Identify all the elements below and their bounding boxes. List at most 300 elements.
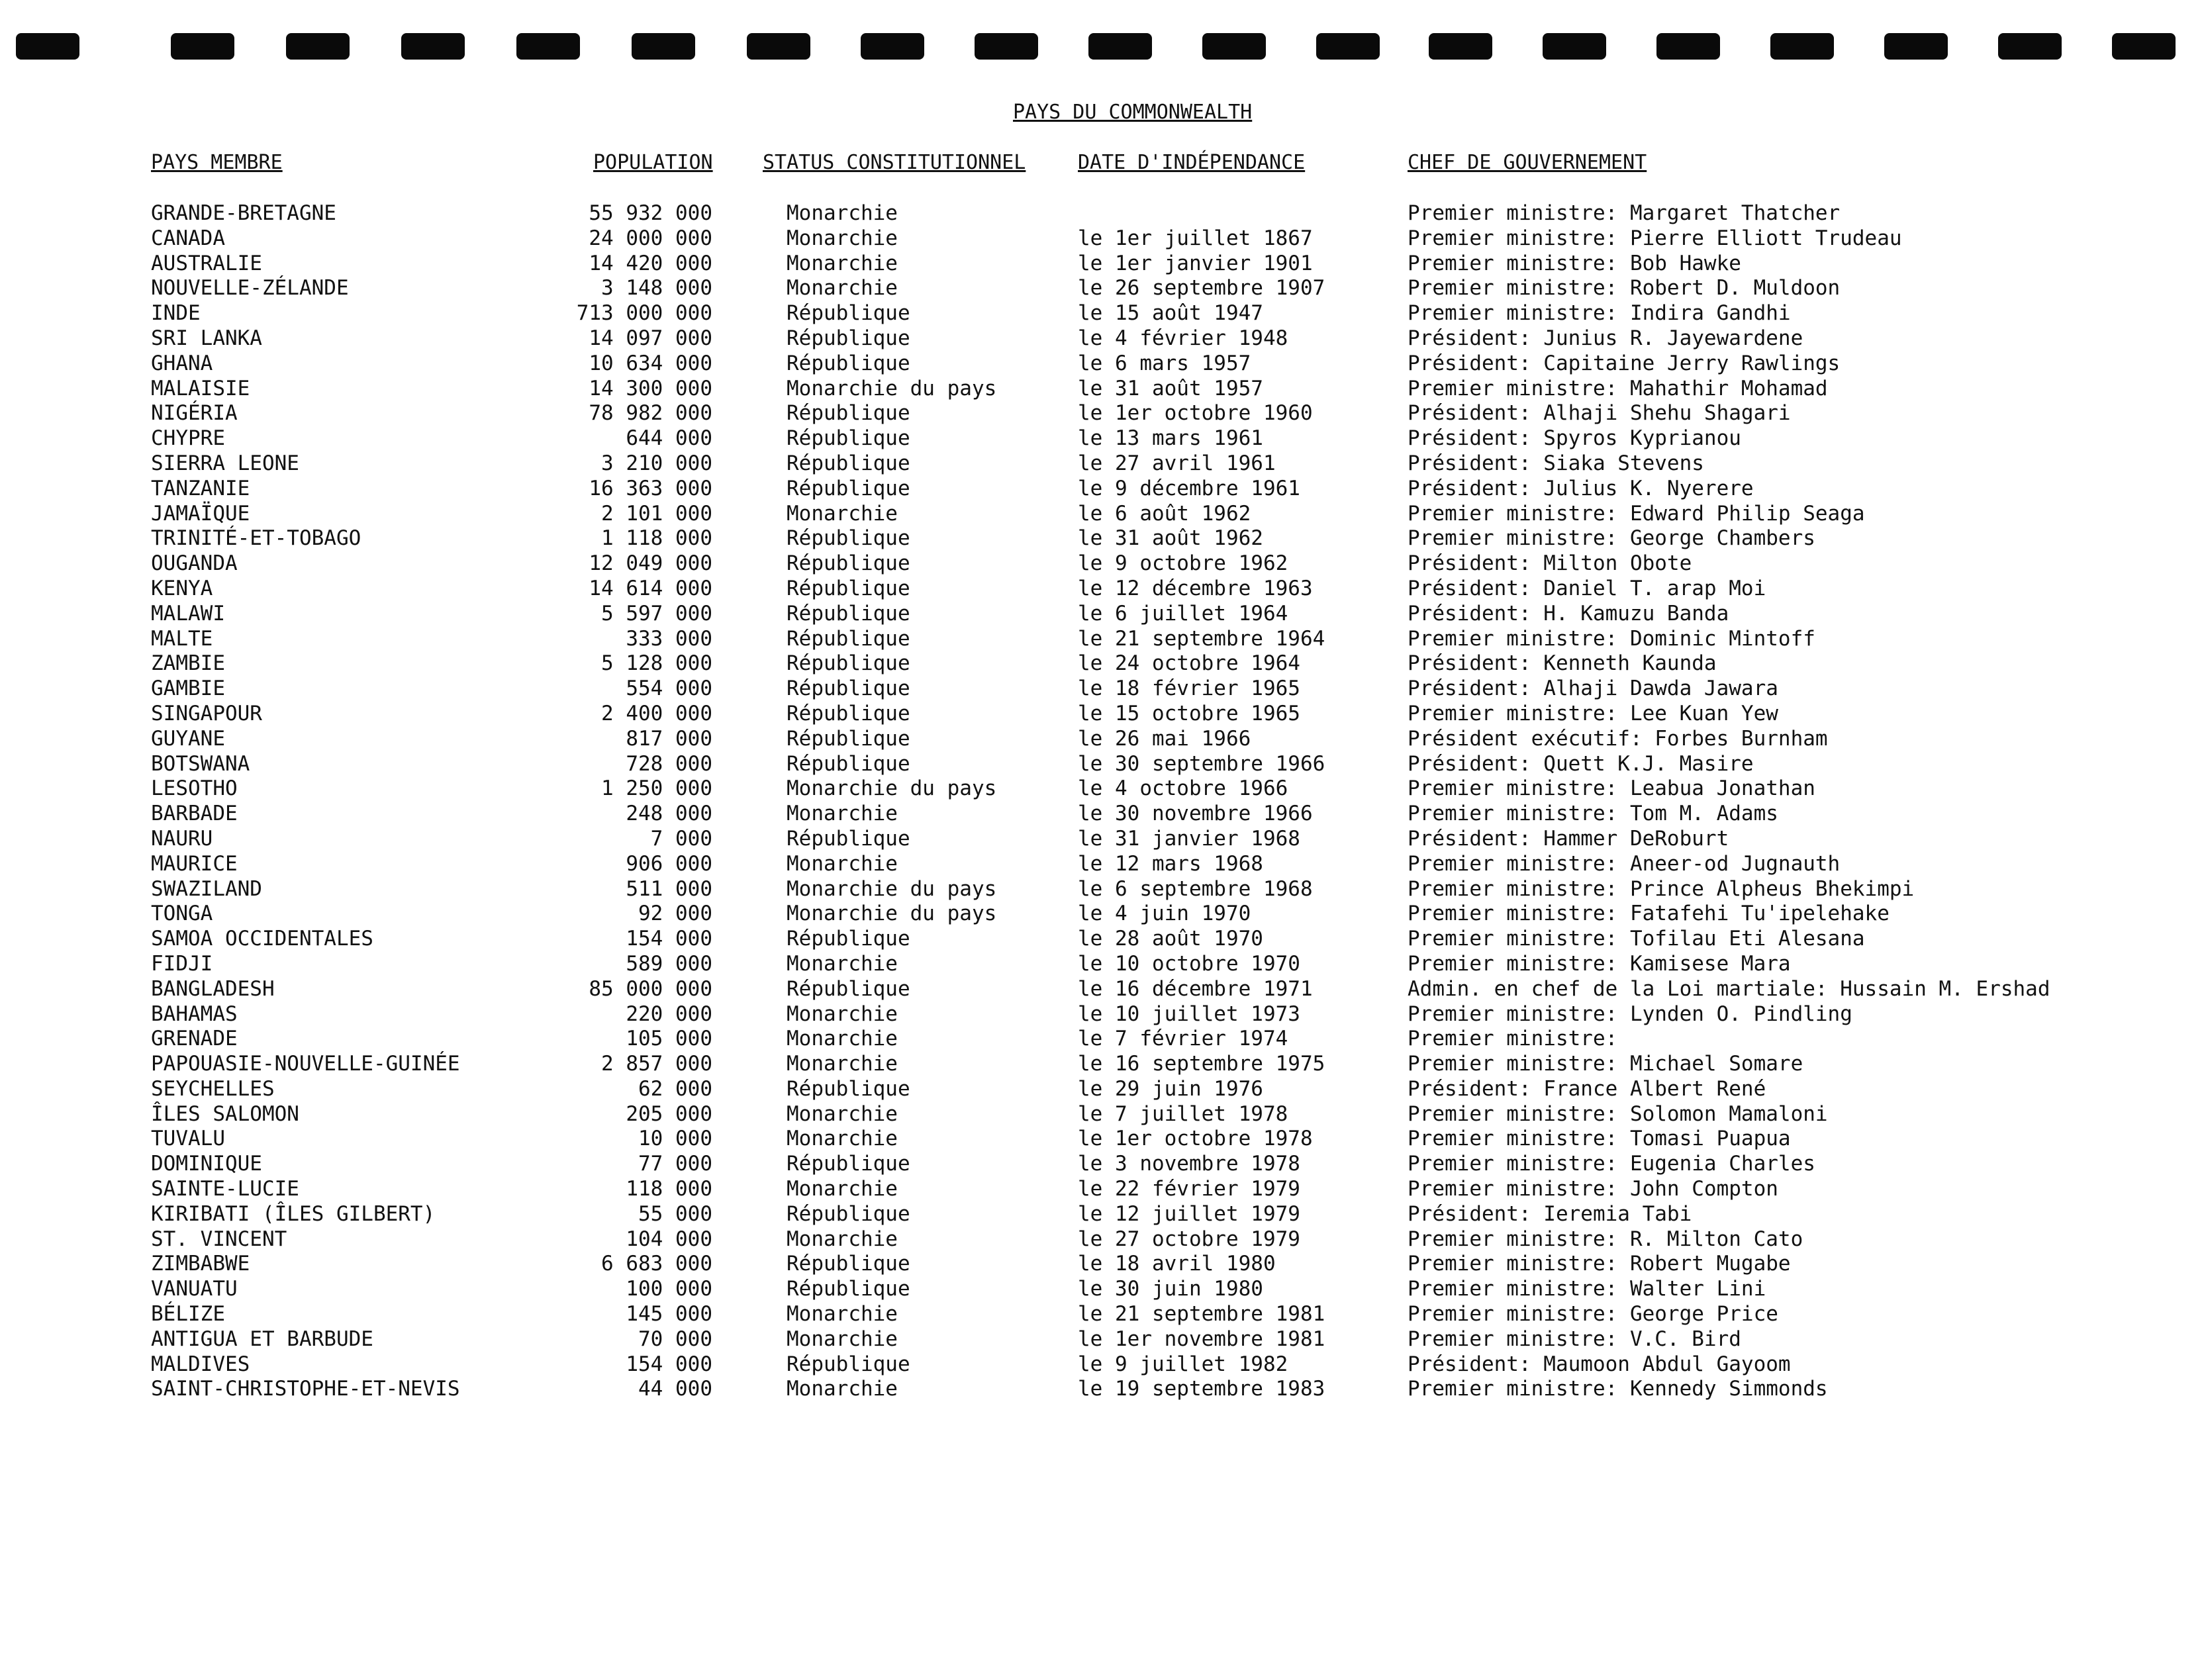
independence-date-cell: le 6 mars 1957 xyxy=(1078,351,1251,375)
country-cell: GHANA xyxy=(151,351,213,375)
population-cell: 145 000 xyxy=(626,1302,712,1327)
feed-hole xyxy=(1088,33,1152,60)
population-cell: 7 000 xyxy=(650,826,712,851)
head-of-government-cell: Premier ministre: Dominic Mintoff xyxy=(1408,626,1815,651)
feed-hole xyxy=(1202,33,1266,60)
column-header-date: DATE D'INDÉPENDANCE xyxy=(1078,151,1306,174)
table-row xyxy=(0,401,2204,426)
table-row xyxy=(0,451,2204,477)
table-row xyxy=(0,1202,2204,1227)
head-of-government-cell: Premier ministre: Mahathir Mohamad xyxy=(1408,376,1828,400)
table-row xyxy=(0,1252,2204,1277)
independence-date-cell: le 1er novembre 1981 xyxy=(1078,1327,1325,1351)
head-of-government-cell: Premier ministre: Lynden O. Pindling xyxy=(1408,1002,1852,1026)
table-row xyxy=(0,977,2204,1002)
head-of-government-cell: Premier ministre: Margaret Thatcher xyxy=(1408,201,1841,225)
status-cell: Monarchie du pays xyxy=(787,376,997,400)
table-row xyxy=(0,351,2204,377)
status-cell: République xyxy=(787,701,910,725)
independence-date-cell: le 26 septembre 1907 xyxy=(1078,276,1325,301)
table-row xyxy=(0,677,2204,702)
population-cell: 77 000 xyxy=(638,1152,712,1176)
document-title: PAYS DU COMMONWEALTH xyxy=(1013,101,1253,124)
table-row xyxy=(0,1127,2204,1152)
population-cell: 10 000 xyxy=(638,1127,712,1151)
table-row xyxy=(0,1377,2204,1402)
independence-date-cell: le 13 mars 1961 xyxy=(1078,426,1263,451)
population-cell: 5 597 000 xyxy=(601,601,712,626)
status-cell: Monarchie xyxy=(787,226,898,250)
table-row xyxy=(0,1102,2204,1127)
country-cell: NIGÉRIA xyxy=(151,401,238,426)
country-cell: MALTE xyxy=(151,626,213,651)
head-of-government-cell: Président: Alhaji Dawda Jawara xyxy=(1408,677,1778,701)
population-cell: 589 000 xyxy=(626,951,712,976)
head-of-government-cell: Premier ministre: Robert Mugabe xyxy=(1408,1252,1791,1276)
status-cell: République xyxy=(787,826,910,851)
country-cell: MALDIVES xyxy=(151,1352,250,1376)
head-of-government-cell: Président: Capitaine Jerry Rawlings xyxy=(1408,351,1841,375)
feed-hole xyxy=(1429,33,1492,60)
feed-hole xyxy=(286,33,350,60)
status-cell: République xyxy=(787,927,910,951)
feed-hole xyxy=(171,33,234,60)
independence-date-cell: le 16 décembre 1971 xyxy=(1078,976,1313,1001)
status-cell: République xyxy=(787,601,910,626)
population-cell: 154 000 xyxy=(626,1352,712,1376)
independence-date-cell: le 6 septembre 1968 xyxy=(1078,876,1313,901)
independence-date-cell: le 31 août 1957 xyxy=(1078,376,1263,400)
country-cell: NOUVELLE-ZÉLANDE xyxy=(151,276,349,301)
population-cell: 2 400 000 xyxy=(601,701,712,725)
independence-date-cell: le 31 janvier 1968 xyxy=(1078,826,1300,851)
head-of-government-cell: Président: Alhaji Shehu Shagari xyxy=(1408,401,1791,426)
status-cell: République xyxy=(787,626,910,651)
head-of-government-cell: Premier ministre: John Compton xyxy=(1408,1177,1778,1201)
independence-date-cell: le 30 novembre 1966 xyxy=(1078,802,1313,826)
table-row xyxy=(0,1177,2204,1202)
independence-date-cell: le 12 juillet 1979 xyxy=(1078,1201,1300,1226)
feed-hole xyxy=(632,33,695,60)
status-cell: République xyxy=(787,326,910,350)
head-of-government-cell: Président: Hammer DeRoburt xyxy=(1408,826,1729,851)
population-cell: 906 000 xyxy=(626,851,712,876)
status-cell: République xyxy=(787,351,910,375)
population-cell: 554 000 xyxy=(626,677,712,701)
population-cell: 14 097 000 xyxy=(589,326,712,350)
country-cell: ANTIGUA ET BARBUDE xyxy=(151,1327,373,1351)
column-header-chief: CHEF DE GOUVERNEMENT xyxy=(1408,151,1647,174)
population-cell: 118 000 xyxy=(626,1177,712,1201)
country-cell: FIDJI xyxy=(151,951,213,976)
table-row xyxy=(0,1277,2204,1302)
feed-hole xyxy=(1770,33,1834,60)
population-cell: 16 363 000 xyxy=(589,476,712,500)
head-of-government-cell: Premier ministre: Kamisese Mara xyxy=(1408,951,1791,976)
country-cell: SRI LANKA xyxy=(151,326,262,350)
independence-date-cell: le 21 septembre 1964 xyxy=(1078,626,1325,651)
status-cell: République xyxy=(787,401,910,426)
feed-hole xyxy=(1316,33,1380,60)
column-header-status: STATUS CONSTITUTIONNEL xyxy=(763,151,1026,174)
status-cell: République xyxy=(787,677,910,701)
head-of-government-cell: Président: Quett K.J. Masire xyxy=(1408,751,1754,776)
table-row xyxy=(0,276,2204,301)
status-cell: Monarchie xyxy=(787,501,898,526)
head-of-government-cell: Premier ministre: Leabua Jonathan xyxy=(1408,776,1815,801)
head-of-government-cell: Président: Julius K. Nyerere xyxy=(1408,476,1754,500)
country-cell: SAMOA OCCIDENTALES xyxy=(151,927,373,951)
independence-date-cell: le 21 septembre 1981 xyxy=(1078,1302,1325,1327)
country-cell: TANZANIE xyxy=(151,476,250,500)
feed-hole xyxy=(516,33,580,60)
country-cell: GRENADE xyxy=(151,1027,238,1051)
population-cell: 104 000 xyxy=(626,1227,712,1251)
table-row xyxy=(0,1077,2204,1102)
independence-date-cell: le 12 mars 1968 xyxy=(1078,851,1263,876)
table-row xyxy=(0,1352,2204,1377)
independence-date-cell: le 6 août 1962 xyxy=(1078,501,1251,526)
head-of-government-cell: Premier ministre: Michael Somare xyxy=(1408,1052,1803,1076)
population-cell: 3 148 000 xyxy=(601,276,712,301)
status-cell: République xyxy=(787,451,910,475)
population-cell: 2 857 000 xyxy=(601,1052,712,1076)
country-cell: ÎLES SALOMON xyxy=(151,1101,299,1126)
population-cell: 2 101 000 xyxy=(601,501,712,526)
table-row xyxy=(0,502,2204,527)
table-row xyxy=(0,226,2204,252)
population-cell: 44 000 xyxy=(638,1377,712,1401)
status-cell: Monarchie xyxy=(787,851,898,876)
table-row xyxy=(0,526,2204,551)
table-row xyxy=(0,577,2204,602)
country-cell: ZAMBIE xyxy=(151,651,225,676)
table-row xyxy=(0,1052,2204,1077)
status-cell: Monarchie xyxy=(787,951,898,976)
table-row xyxy=(0,952,2204,977)
status-cell: Monarchie xyxy=(787,276,898,301)
country-cell: BOTSWANA xyxy=(151,751,250,776)
status-cell: Monarchie du pays xyxy=(787,876,997,901)
population-cell: 1 250 000 xyxy=(601,776,712,801)
head-of-government-cell: Président: France Albert René xyxy=(1408,1076,1766,1101)
feed-hole xyxy=(16,33,79,60)
status-cell: Monarchie xyxy=(787,802,898,826)
table-row xyxy=(0,301,2204,326)
head-of-government-cell: Premier ministre: Prince Alpheus Bhekimpi xyxy=(1408,876,1915,901)
country-cell: BÉLIZE xyxy=(151,1302,225,1327)
table-row xyxy=(0,1327,2204,1352)
commonwealth-table xyxy=(0,201,2204,1402)
independence-date-cell: le 12 décembre 1963 xyxy=(1078,576,1313,600)
population-cell: 248 000 xyxy=(626,802,712,826)
table-row xyxy=(0,802,2204,827)
population-cell: 511 000 xyxy=(626,876,712,901)
column-header-country: PAYS MEMBRE xyxy=(151,151,283,174)
head-of-government-cell: Président: Ieremia Tabi xyxy=(1408,1201,1692,1226)
population-cell: 12 049 000 xyxy=(589,551,712,576)
population-cell: 3 210 000 xyxy=(601,451,712,475)
country-cell: ZIMBABWE xyxy=(151,1252,250,1276)
table-row xyxy=(0,252,2204,277)
status-cell: République xyxy=(787,976,910,1001)
population-cell: 85 000 000 xyxy=(589,976,712,1001)
population-cell: 78 982 000 xyxy=(589,401,712,426)
country-cell: BARBADE xyxy=(151,802,238,826)
country-cell: JAMAÏQUE xyxy=(151,501,250,526)
feed-hole xyxy=(401,33,465,60)
country-cell: MALAWI xyxy=(151,601,225,626)
table-row xyxy=(0,877,2204,902)
status-cell: Monarchie xyxy=(787,1302,898,1327)
population-cell: 1 118 000 xyxy=(601,526,712,551)
table-row xyxy=(0,902,2204,927)
independence-date-cell: le 9 décembre 1961 xyxy=(1078,476,1300,500)
head-of-government-cell: Président: Milton Obote xyxy=(1408,551,1692,576)
population-cell: 55 000 xyxy=(638,1201,712,1226)
status-cell: République xyxy=(787,1277,910,1301)
population-cell: 205 000 xyxy=(626,1101,712,1126)
independence-date-cell: le 22 février 1979 xyxy=(1078,1177,1300,1201)
status-cell: République xyxy=(787,751,910,776)
head-of-government-cell: Premier ministre: Aneer-od Jugnauth xyxy=(1408,851,1841,876)
head-of-government-cell: Président: Daniel T. arap Moi xyxy=(1408,576,1766,600)
status-cell: Monarchie xyxy=(787,1327,898,1351)
head-of-government-cell: Président: H. Kamuzu Banda xyxy=(1408,601,1729,626)
population-cell: 24 000 000 xyxy=(589,226,712,250)
table-row xyxy=(0,627,2204,652)
independence-date-cell: le 1er juillet 1867 xyxy=(1078,226,1313,250)
population-cell: 154 000 xyxy=(626,927,712,951)
tractor-feed-strip xyxy=(0,0,2204,73)
head-of-government-cell: Président: Siaka Stevens xyxy=(1408,451,1704,475)
independence-date-cell: le 28 août 1970 xyxy=(1078,927,1263,951)
head-of-government-cell: Premier ministre: Tofilau Eti Alesana xyxy=(1408,927,1865,951)
country-cell: SINGAPOUR xyxy=(151,701,262,725)
population-cell: 92 000 xyxy=(638,902,712,926)
status-cell: Monarchie xyxy=(787,1177,898,1201)
country-cell: ST. VINCENT xyxy=(151,1227,287,1251)
independence-date-cell: le 4 octobre 1966 xyxy=(1078,776,1288,801)
independence-date-cell: le 24 octobre 1964 xyxy=(1078,651,1300,676)
independence-date-cell: le 27 avril 1961 xyxy=(1078,451,1276,475)
independence-date-cell: le 31 août 1962 xyxy=(1078,526,1263,551)
head-of-government-cell: Premier ministre: Kennedy Simmonds xyxy=(1408,1377,1828,1401)
country-cell: TUVALU xyxy=(151,1127,225,1151)
independence-date-cell: le 18 avril 1980 xyxy=(1078,1252,1276,1276)
country-cell: PAPOUASIE-NOUVELLE-GUINÉE xyxy=(151,1052,460,1076)
head-of-government-cell: Premier ministre: Bob Hawke xyxy=(1408,251,1741,275)
country-cell: BAHAMAS xyxy=(151,1002,238,1026)
status-cell: Monarchie xyxy=(787,1101,898,1126)
independence-date-cell: le 29 juin 1976 xyxy=(1078,1076,1263,1101)
independence-date-cell: le 6 juillet 1964 xyxy=(1078,601,1288,626)
table-row xyxy=(0,1227,2204,1252)
status-cell: République xyxy=(787,551,910,576)
independence-date-cell: le 30 juin 1980 xyxy=(1078,1277,1263,1301)
status-cell: République xyxy=(787,1252,910,1276)
table-row xyxy=(0,426,2204,451)
independence-date-cell: le 15 octobre 1965 xyxy=(1078,701,1300,725)
population-cell: 10 634 000 xyxy=(589,351,712,375)
table-row xyxy=(0,602,2204,627)
table-row xyxy=(0,201,2204,226)
status-cell: Monarchie xyxy=(787,251,898,275)
status-cell: Monarchie xyxy=(787,1127,898,1151)
population-cell: 6 683 000 xyxy=(601,1252,712,1276)
table-row xyxy=(0,827,2204,852)
independence-date-cell: le 26 mai 1966 xyxy=(1078,726,1251,751)
head-of-government-cell: Président: Spyros Kyprianou xyxy=(1408,426,1741,451)
country-cell: NAURU xyxy=(151,826,213,851)
population-cell: 713 000 000 xyxy=(576,301,712,326)
status-cell: République xyxy=(787,1152,910,1176)
independence-date-cell: le 27 octobre 1979 xyxy=(1078,1227,1300,1251)
table-row xyxy=(0,1302,2204,1327)
population-cell: 333 000 xyxy=(626,626,712,651)
independence-date-cell: le 4 juin 1970 xyxy=(1078,902,1251,926)
head-of-government-cell: Premier ministre: V.C. Bird xyxy=(1408,1327,1741,1351)
table-row xyxy=(0,551,2204,577)
country-cell: TONGA xyxy=(151,902,213,926)
head-of-government-cell: Premier ministre: R. Milton Cato xyxy=(1408,1227,1803,1251)
independence-date-cell: le 1er octobre 1960 xyxy=(1078,401,1313,426)
head-of-government-cell: Premier ministre: Pierre Elliott Trudeau xyxy=(1408,226,1902,250)
status-cell: Monarchie du pays xyxy=(787,776,997,801)
status-cell: République xyxy=(787,526,910,551)
table-row xyxy=(0,727,2204,752)
country-cell: SIERRA LEONE xyxy=(151,451,299,475)
head-of-government-cell: Président: Kenneth Kaunda xyxy=(1408,651,1717,676)
population-cell: 728 000 xyxy=(626,751,712,776)
country-cell: OUGANDA xyxy=(151,551,238,576)
independence-date-cell: le 4 février 1948 xyxy=(1078,326,1288,350)
status-cell: République xyxy=(787,476,910,500)
country-cell: DOMINIQUE xyxy=(151,1152,262,1176)
population-cell: 55 932 000 xyxy=(589,201,712,225)
country-cell: CHYPRE xyxy=(151,426,225,451)
independence-date-cell: le 15 août 1947 xyxy=(1078,301,1263,326)
table-row xyxy=(0,1027,2204,1052)
population-cell: 14 420 000 xyxy=(589,251,712,275)
independence-date-cell: le 19 septembre 1983 xyxy=(1078,1377,1325,1401)
column-header-population: POPULATION xyxy=(593,151,713,174)
status-cell: République xyxy=(787,576,910,600)
status-cell: République xyxy=(787,651,910,676)
table-row xyxy=(0,702,2204,727)
feed-hole xyxy=(975,33,1038,60)
head-of-government-cell: Premier ministre: Edward Philip Seaga xyxy=(1408,501,1865,526)
feed-hole xyxy=(1884,33,1948,60)
status-cell: République xyxy=(787,1201,910,1226)
status-cell: Monarchie xyxy=(787,1027,898,1051)
table-row xyxy=(0,326,2204,351)
country-cell: MALAISIE xyxy=(151,376,250,400)
head-of-government-cell: Premier ministre: Walter Lini xyxy=(1408,1277,1766,1301)
independence-date-cell: le 18 février 1965 xyxy=(1078,677,1300,701)
status-cell: Monarchie xyxy=(787,1002,898,1026)
country-cell: KIRIBATI (ÎLES GILBERT) xyxy=(151,1201,436,1226)
independence-date-cell: le 7 juillet 1978 xyxy=(1078,1101,1288,1126)
table-row xyxy=(0,776,2204,802)
status-cell: République xyxy=(787,1076,910,1101)
head-of-government-cell: Premier ministre: Robert D. Muldoon xyxy=(1408,276,1841,301)
status-cell: République xyxy=(787,1352,910,1376)
status-cell: Monarchie xyxy=(787,201,898,225)
head-of-government-cell: Président: Junius R. Jayewardene xyxy=(1408,326,1803,350)
country-cell: BANGLADESH xyxy=(151,976,275,1001)
independence-date-cell: le 7 février 1974 xyxy=(1078,1027,1288,1051)
independence-date-cell: le 3 novembre 1978 xyxy=(1078,1152,1300,1176)
population-cell: 220 000 xyxy=(626,1002,712,1026)
country-cell: SAINT-CHRISTOPHE-ET-NEVIS xyxy=(151,1377,460,1401)
country-cell: LESOTHO xyxy=(151,776,238,801)
country-cell: CANADA xyxy=(151,226,225,250)
table-row xyxy=(0,752,2204,777)
independence-date-cell: le 16 septembre 1975 xyxy=(1078,1052,1325,1076)
independence-date-cell: le 10 octobre 1970 xyxy=(1078,951,1300,976)
population-cell: 105 000 xyxy=(626,1027,712,1051)
table-row xyxy=(0,927,2204,952)
country-cell: MAURICE xyxy=(151,851,238,876)
country-cell: VANUATU xyxy=(151,1277,238,1301)
country-cell: SEYCHELLES xyxy=(151,1076,275,1101)
population-cell: 14 614 000 xyxy=(589,576,712,600)
status-cell: Monarchie du pays xyxy=(787,902,997,926)
population-cell: 62 000 xyxy=(638,1076,712,1101)
head-of-government-cell: Président: Maumoon Abdul Gayoom xyxy=(1408,1352,1791,1376)
table-row xyxy=(0,477,2204,502)
head-of-government-cell: Premier ministre: Tom M. Adams xyxy=(1408,802,1778,826)
head-of-government-cell: Premier ministre: Indira Gandhi xyxy=(1408,301,1791,326)
feed-hole xyxy=(747,33,810,60)
feed-hole xyxy=(861,33,924,60)
head-of-government-cell: Premier ministre: Eugenia Charles xyxy=(1408,1152,1815,1176)
independence-date-cell: le 9 octobre 1962 xyxy=(1078,551,1288,576)
feed-hole xyxy=(1656,33,1720,60)
head-of-government-cell: Premier ministre: xyxy=(1408,1027,1618,1051)
table-row xyxy=(0,1002,2204,1027)
head-of-government-cell: Premier ministre: Fatafehi Tu'ipelehake xyxy=(1408,902,1890,926)
country-cell: GAMBIE xyxy=(151,677,225,701)
country-cell: KENYA xyxy=(151,576,213,600)
population-cell: 70 000 xyxy=(638,1327,712,1351)
country-cell: GUYANE xyxy=(151,726,225,751)
head-of-government-cell: Premier ministre: Solomon Mamaloni xyxy=(1408,1101,1828,1126)
status-cell: République xyxy=(787,426,910,451)
independence-date-cell: le 1er octobre 1978 xyxy=(1078,1127,1313,1151)
country-cell: INDE xyxy=(151,301,201,326)
status-cell: Monarchie xyxy=(787,1052,898,1076)
country-cell: GRANDE-BRETAGNE xyxy=(151,201,336,225)
status-cell: République xyxy=(787,726,910,751)
country-cell: AUSTRALIE xyxy=(151,251,262,275)
independence-date-cell: le 1er janvier 1901 xyxy=(1078,251,1313,275)
table-row xyxy=(0,1152,2204,1177)
country-cell: SWAZILAND xyxy=(151,876,262,901)
independence-date-cell: le 30 septembre 1966 xyxy=(1078,751,1325,776)
population-cell: 100 000 xyxy=(626,1277,712,1301)
population-cell: 644 000 xyxy=(626,426,712,451)
table-row xyxy=(0,651,2204,677)
head-of-government-cell: Premier ministre: Tomasi Puapua xyxy=(1408,1127,1791,1151)
status-cell: Monarchie xyxy=(787,1377,898,1401)
feed-hole xyxy=(1998,33,2062,60)
population-cell: 5 128 000 xyxy=(601,651,712,676)
population-cell: 817 000 xyxy=(626,726,712,751)
country-cell: TRINITÉ-ET-TOBAGO xyxy=(151,526,361,551)
status-cell: Monarchie xyxy=(787,1227,898,1251)
